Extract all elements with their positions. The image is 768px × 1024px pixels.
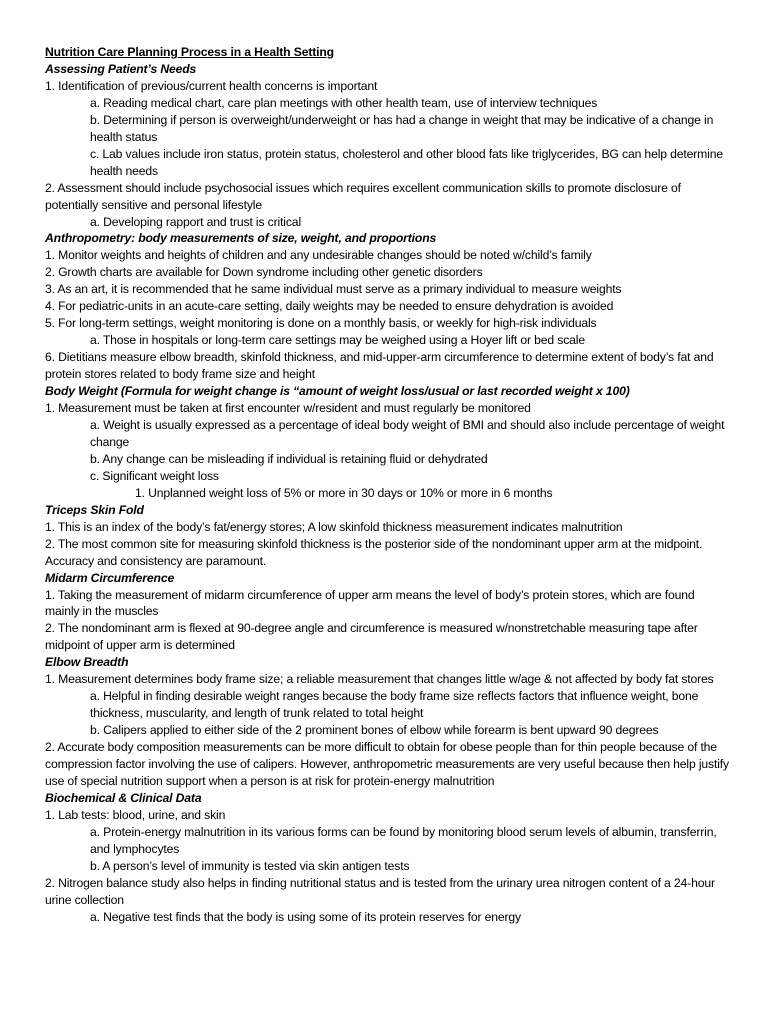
numbered-item: 1. Taking the measurement of midarm circumference of upper arm means the level of body’s protein stores, which are found mainly in the muscles (45, 587, 695, 619)
numbered-item: 2. Accurate body composition measurements can be more difficult to obtain for obese people than for thin people because of the compression factor involving the use of calipers. However, anthropometric measurements are very useful because then help justify use of special nutrition support when a person is at risk for protein-energy malnutrition (45, 740, 729, 788)
numbered-item: 1. Lab tests: blood, urine, and skin (45, 807, 226, 822)
numbered-item: 1. This is an index of the body’s fat/energy stores; A low skinfold thickness measurement indicates malnutrition (45, 519, 623, 534)
numbered-item: 1. Measurement must be taken at first encounter w/resident and must regularly be monitored (45, 401, 531, 416)
sub-item: a. Negative test finds that the body is using some of its protein reserves for energy (90, 909, 521, 924)
section-heading: Biochemical & Clinical Data (45, 790, 202, 805)
section-heading: Anthropometry: body measurements of size, weight, and proportions (45, 231, 437, 246)
section-heading: Triceps Skin Fold (45, 502, 144, 517)
section-heading: Assessing Patient’s Needs (45, 61, 197, 76)
numbered-item: 6. Dietitians measure elbow breadth, skinfold thickness, and mid-upper-arm circumference to determine extent of body’s fat and protein stores related to body frame size and height (45, 350, 714, 382)
sub-item: b. Determining if person is overweight/underweight or has had a change in weight that may be indicative of a change in health status (90, 112, 714, 144)
numbered-item: 1. Identification of previous/current health concerns is important (45, 78, 378, 93)
sub-item: c. Significant weight loss (90, 468, 219, 483)
numbered-item: 2. Growth charts are available for Down syndrome including other genetic disorders (45, 265, 483, 280)
section-heading: Body Weight (Formula for weight change is “amount of weight loss/usual or last recorded weight x 100) (45, 384, 630, 399)
numbered-item: 5. For long-term settings, weight monitoring is done on a monthly basis, or weekly for high-risk individuals (45, 316, 597, 331)
section-heading: Elbow Breadth (45, 655, 129, 670)
sub-item: b. Calipers applied to either side of the 2 prominent bones of elbow while forearm is bent upward 90 degrees (90, 723, 659, 738)
sub-item: a. Weight is usually expressed as a percentage of ideal body weight of BMI and should also include percentage of weight change (90, 417, 725, 449)
sub-item: a. Developing rapport and trust is critical (90, 214, 301, 229)
sub-item: a. Protein-energy malnutrition in its various forms can be found by monitoring blood serum levels of albumin, transferrin, and lymphocytes (90, 824, 717, 856)
numbered-item: 1. Monitor weights and heights of children and any undesirable changes should be noted w/child’s family (45, 248, 592, 263)
numbered-item: 2. Assessment should include psychosocial issues which requires excellent communication skills to promote disclosure of potentially sensitive and personal lifestyle (45, 180, 681, 212)
sub-item: b. Any change can be misleading if individual is retaining fluid or dehydrated (90, 451, 488, 466)
section-heading: Midarm Circumference (45, 570, 175, 585)
sub-item: a. Helpful in finding desirable weight ranges because the body frame size reflects factors that influence weight, bone thickness, muscularity, and length of trunk related to total height (90, 689, 699, 721)
document-title: Nutrition Care Planning Process in a Health Setting (45, 45, 334, 59)
numbered-item: 2. Nitrogen balance study also helps in finding nutritional status and is tested from the urinary urea nitrogen content of a 24-hour urine collection (45, 875, 715, 907)
numbered-item: 2. The most common site for measuring skinfold thickness is the posterior side of the nondominant upper arm at the midpoint. Accuracy and consistency are paramount. (45, 536, 703, 568)
numbered-item: 1. Measurement determines body frame size; a reliable measurement that changes little w/age & not affected by body fat stores (45, 672, 714, 687)
document-body (45, 61, 730, 926)
numbered-item: 4. For pediatric-units in an acute-care setting, daily weights may be needed to ensure dehydration is avoided (45, 299, 614, 314)
sub-item: a. Those in hospitals or long-term care settings may be weighed using a Hoyer lift or bed scale (90, 333, 585, 348)
sub-item: b. A person’s level of immunity is tested via skin antigen tests (90, 858, 410, 873)
document-page (45, 44, 730, 926)
sub-item: c. Lab values include iron status, protein status, cholesterol and other blood fats like triglycerides, BG can help determine health needs (90, 146, 723, 178)
numbered-item: 3. As an art, it is recommended that he same individual must serve as a primary individual to measure weights (45, 282, 622, 297)
sub-item: a. Reading medical chart, care plan meetings with other health team, use of interview techniques (90, 95, 598, 110)
numbered-item: 2. The nondominant arm is flexed at 90-degree angle and circumference is measured w/nonstretchable measuring tape after midpoint of upper arm is determined (45, 621, 698, 653)
sub-sub-item: 1. Unplanned weight loss of 5% or more in 30 days or 10% or more in 6 months (135, 485, 553, 500)
